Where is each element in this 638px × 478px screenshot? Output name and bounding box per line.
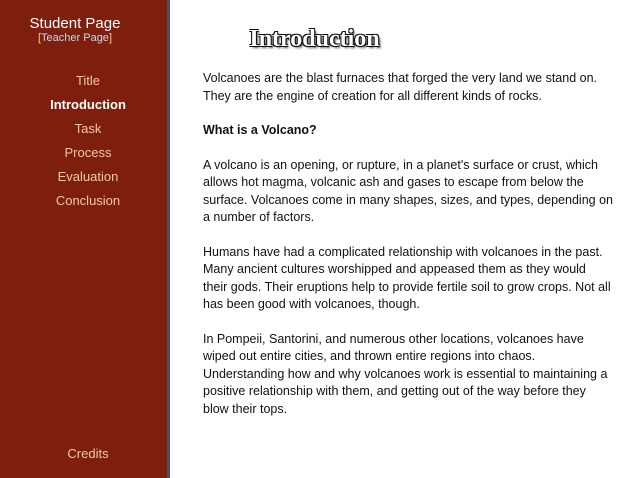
page-title: Introduction bbox=[249, 26, 380, 52]
definition-paragraph: A volcano is an opening, or rupture, in a planet's surface or crust, which allows hot magma, volcanic ash and gases to escape from below the surface. Volcanoes come in many shapes, sizes, and types, depending on a number of factors. bbox=[203, 157, 613, 224]
teacher-page-toggle bbox=[0, 32, 150, 44]
nav-item-conclusion[interactable]: Conclusion bbox=[55, 193, 121, 208]
content-body bbox=[203, 70, 613, 435]
question-heading: What is a Volcano? bbox=[203, 123, 317, 137]
sidebar-nav bbox=[0, 73, 176, 217]
student-page-label: Student Page bbox=[29, 15, 121, 32]
intro-paragraph: Volcanoes are the blast furnaces that forged the very land we stand on. They are the engine of creation for all different kinds of rocks. bbox=[203, 71, 598, 103]
nav-item-title[interactable]: Title bbox=[75, 73, 101, 88]
nav-item-task[interactable]: Task bbox=[74, 121, 102, 136]
nav-item-credits[interactable]: Credits bbox=[67, 446, 109, 461]
teacher-bracket-open: [ bbox=[37, 32, 42, 44]
nav-item-evaluation[interactable]: Evaluation bbox=[57, 169, 119, 184]
impact-paragraph: In Pompeii, Santorini, and numerous other locations, volcanoes have wiped out entire cities, and thrown entire regions into chaos. Understanding how and why volcanoes work is essential to maintaining a positive relationship with them, and getting out of the way before they blow their tops. bbox=[203, 331, 608, 416]
teacher-bracket-close: ] bbox=[108, 32, 112, 44]
nav-item-introduction[interactable]: Introduction bbox=[50, 97, 126, 112]
nav-item-process[interactable]: Process bbox=[64, 145, 112, 160]
teacher-page-link[interactable]: Teacher Page bbox=[41, 32, 109, 44]
history-paragraph: Humans have had a complicated relationship with volcanoes in the past. Many ancient cultures worshipped and appeased them as they would their gods. Their eruptions help to provide fertile soil to grow crops. Not all has been good with volcanoes, though. bbox=[203, 244, 611, 311]
sidebar bbox=[0, 0, 170, 478]
